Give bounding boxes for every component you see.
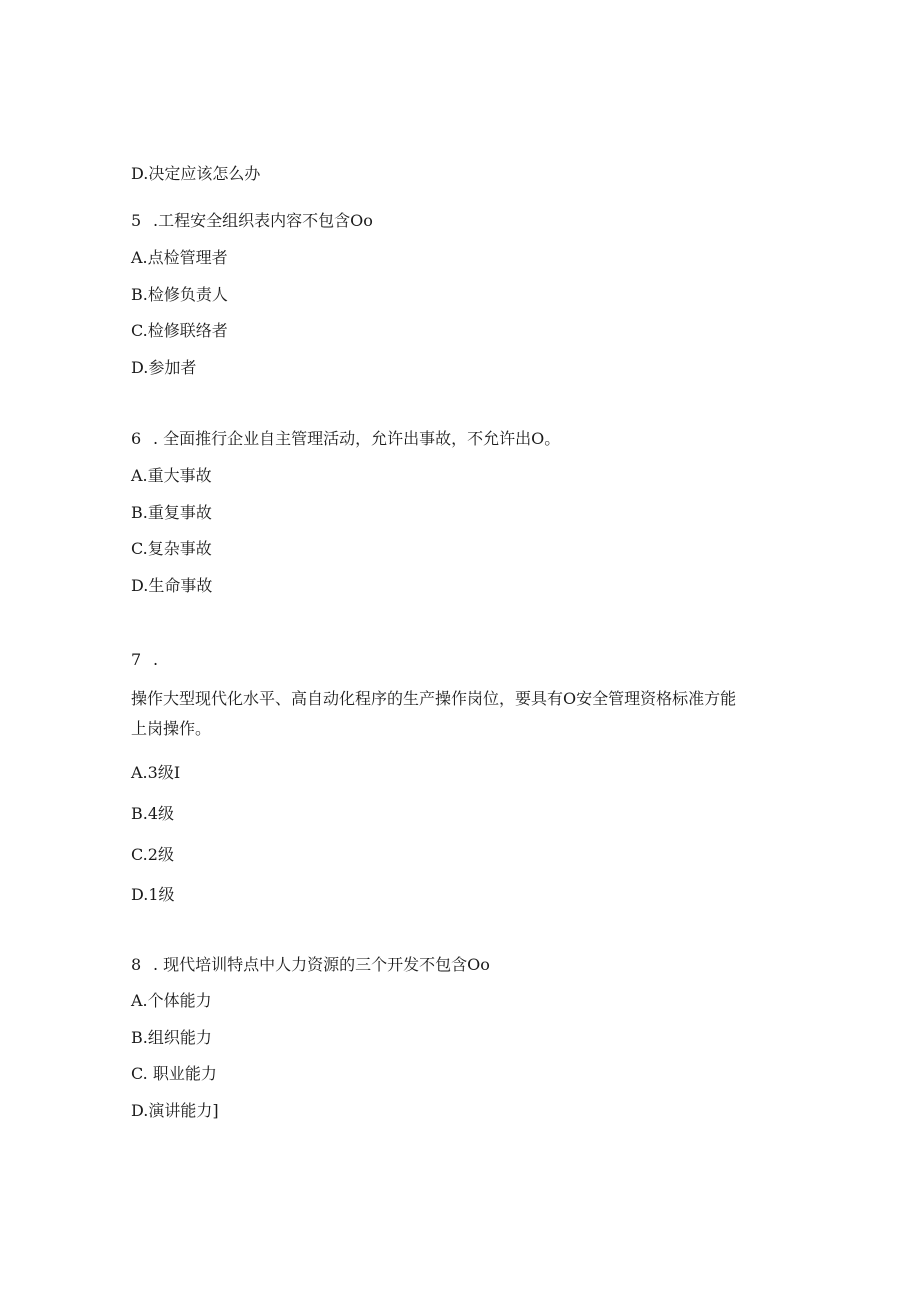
q7-option-b: B.4级 xyxy=(131,804,175,823)
question-text: . 现代培训特点中人力资源的三个开发不包含Oo xyxy=(153,955,490,974)
q5-option-b: B.检修负责人 xyxy=(131,285,228,304)
question-number: 6 xyxy=(131,429,142,448)
q6-option-c: C.复杂事故 xyxy=(131,539,212,558)
question-6-stem xyxy=(131,429,560,449)
question-number: 8 xyxy=(131,955,142,974)
question-number: 5 xyxy=(131,211,142,230)
q8-option-c: C. 职业能力 xyxy=(131,1064,217,1083)
q7-option-c: C.2级 xyxy=(131,845,174,864)
q8-option-d: D.演讲能力] xyxy=(131,1101,219,1120)
q6-option-d: D.生命事故 xyxy=(131,576,213,595)
q7-option-a: A.3级I xyxy=(131,763,181,782)
question-text: .工程安全组织表内容不包含Oo xyxy=(153,211,373,230)
q6-option-a: A.重大事故 xyxy=(131,466,212,485)
q7-option-d: D.1级 xyxy=(131,885,175,904)
q5-option-a: A.点检管理者 xyxy=(131,248,228,267)
q8-option-a: A.个体能力 xyxy=(131,991,212,1010)
q7-body-line-1: 操作大型现代化水平、高自动化程序的生产操作岗位，要具有O安全管理资格标准方能 xyxy=(131,689,737,708)
q5-option-d: D.参加者 xyxy=(131,358,197,377)
question-5-stem xyxy=(131,211,373,231)
q7-body-line-2: 上岗操作。 xyxy=(131,719,212,738)
question-text: . xyxy=(153,650,159,669)
q6-option-b: B.重复事故 xyxy=(131,503,212,522)
question-7-stem xyxy=(131,650,158,670)
question-8-stem xyxy=(131,955,490,975)
question-number: 7 xyxy=(131,650,142,669)
q5-option-c: C.检修联络者 xyxy=(131,321,228,340)
q8-option-b: B.组织能力 xyxy=(131,1028,212,1047)
q4-option-d: D.决定应该怎么办 xyxy=(131,164,261,183)
question-text: . 全面推行企业自主管理活动，允许出事故，不允许出O。 xyxy=(153,429,561,448)
